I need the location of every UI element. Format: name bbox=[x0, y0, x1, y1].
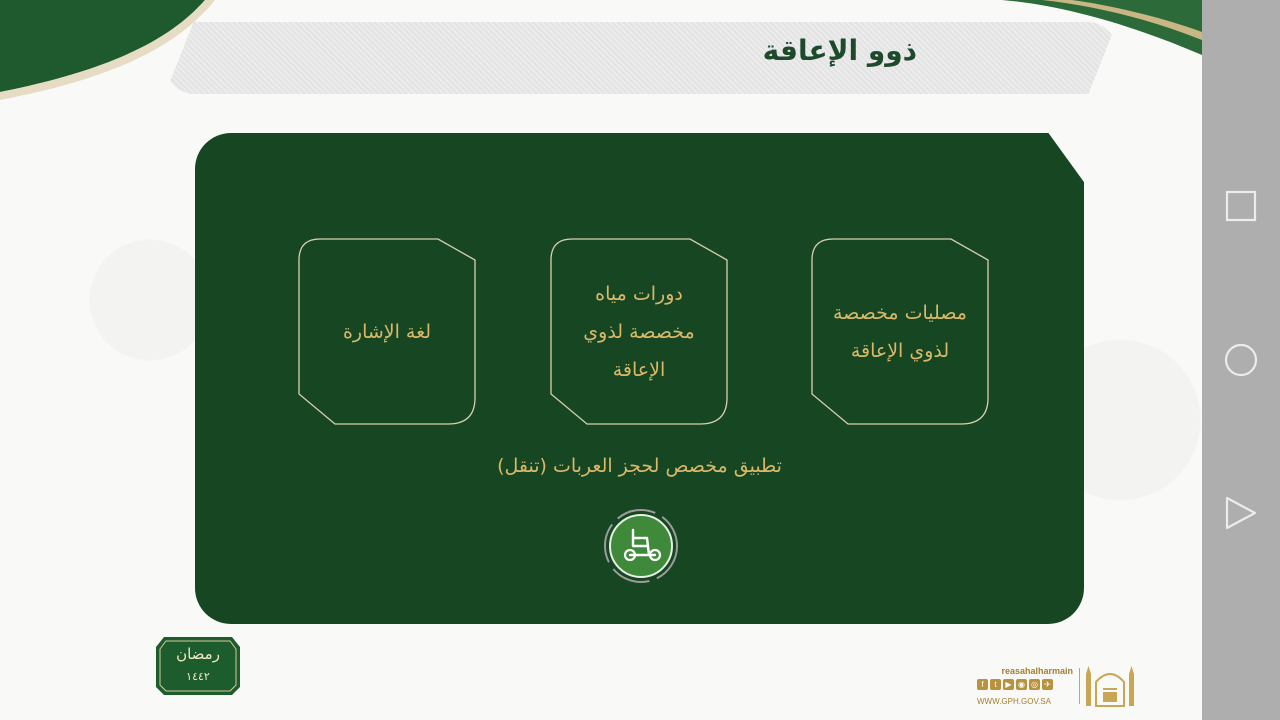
card-label: مصليات مخصصة لذوي الإعاقة bbox=[833, 301, 967, 362]
youtube-icon: ▶ bbox=[1003, 679, 1014, 690]
wheelchair-scooter-icon bbox=[603, 508, 679, 584]
recents-button[interactable] bbox=[1219, 184, 1263, 228]
facebook-icon: f bbox=[977, 679, 988, 690]
recents-square-icon bbox=[1219, 184, 1263, 228]
title-banner bbox=[165, 22, 1117, 94]
instagram-icon: ◎ bbox=[1029, 679, 1040, 690]
brand-handle: reasahalharmain bbox=[1001, 666, 1073, 676]
home-circle-icon bbox=[1219, 338, 1263, 382]
card-label: لغة الإشارة bbox=[342, 320, 432, 343]
home-button[interactable] bbox=[1219, 338, 1263, 382]
card-prayer-rooms bbox=[811, 238, 989, 425]
brand-divider bbox=[1079, 668, 1080, 704]
back-triangle-icon bbox=[1219, 491, 1263, 535]
telegram-icon: ✈ bbox=[1042, 679, 1053, 690]
back-button[interactable] bbox=[1219, 491, 1263, 535]
card-restrooms bbox=[550, 238, 728, 425]
card-label: دورات مياه مخصصة لذوي الإعاقة bbox=[583, 282, 695, 381]
app-caption: تطبيق مخصص لحجز العربات (تنقل) bbox=[497, 455, 782, 477]
card-sign-language bbox=[298, 238, 476, 425]
slide-title: ذوو الإعاقة bbox=[762, 34, 917, 67]
ramadan-logo-text: رمضان bbox=[176, 645, 220, 663]
brand-url: WWW.GPH.GOV.SA bbox=[977, 697, 1051, 706]
ramadan-logo-year: ١٤٤٢ bbox=[186, 670, 210, 683]
twitter-icon: t bbox=[990, 679, 1001, 690]
social-icons-row bbox=[977, 679, 1053, 690]
snapchat-icon: ◉ bbox=[1016, 679, 1027, 690]
haramain-emblem-icon bbox=[1084, 662, 1136, 708]
